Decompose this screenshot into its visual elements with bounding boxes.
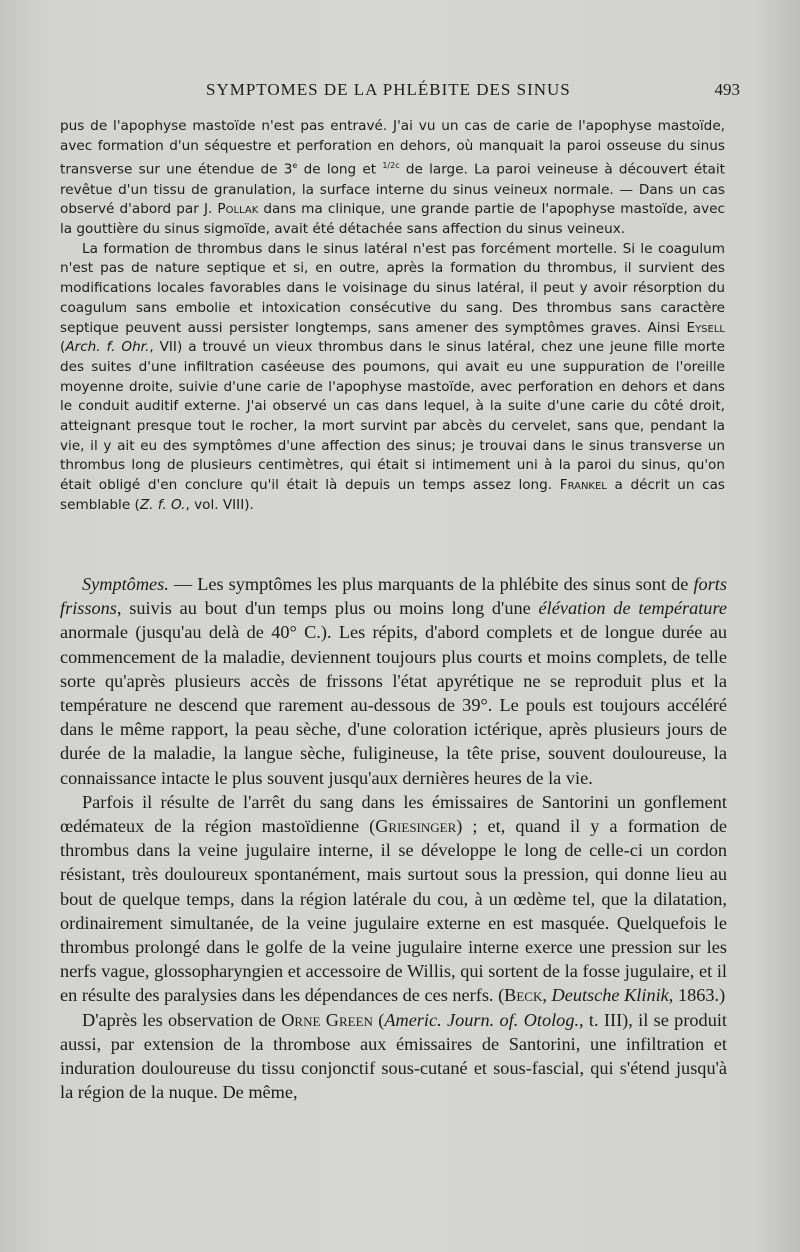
running-title: SYMPTOMES DE LA PHLÉBITE DES SINUS	[206, 80, 571, 99]
orne-green-paragraph: D'après les observation de Orne Green (Americ. Journ. of. Otolog., t. III), il se produit aussi, par extension de la thrombose aux émissaires de Santorini, une infiltration et induration douloureuse du tissu conjonctif sous-cutané et sous-fascial, qui s'étend jusqu'à la région de la nuque. De même,	[60, 1009, 727, 1103]
author-name: Griesinger	[375, 816, 457, 837]
small-paragraph-2: La formation de thrombus dans le sinus latéral n'est pas forcément mortelle. Si le coagulum n'est pas de nature septique et si, en outre, après la formation du thrombus, il survient des modifications locales favorables dans le voisinage du sinus latéral, il peut y avoir résorption du coagulum sans embolie et intoxication consécutive du sang. Des thrombus sans caractère septique peuvent aussi persister longtemps, sans amener des symptômes graves. Ainsi Eysell (Arch. f. Ohr., VII) a trouvé un vieux thrombus dans le sinus latéral, chez une jeune fille morte des suites d'une infiltration caséeuse des poumons, qui avait eu une suppuration de l'oreille moyenne droite, suivie d'une carie de l'apophyse mastoïde, avec perforation en dehors et dans le conduit auditif externe. J'ai observé un cas dans lequel, à la suite d'une carie du côté droit, atteignant presque tout le rocher, la mort survint par abcès du cervelet, sans que, pendant la vie, il y ait eu des symptômes d'une affection des sinus; je trouvai dans le sinus transverse un thrombus long de plusieurs centimètres, qui était si intimement uni à la paroi du sinus, qu'on était obligé d'en conclure qu'il était là depuis un temps assez long. Frankel a décrit un cas semblable (Z. f. O., vol. VIII).	[60, 240, 725, 513]
journal-citation: Deutsche Klinik	[551, 985, 669, 1006]
journal-citation: Z. f. O.	[139, 496, 186, 513]
author-name: Eysell	[686, 319, 725, 336]
small-paragraph-1: pus de l'apophyse mastoïde n'est pas entravé. J'ai vu un cas de carie de l'apophyse mastoïde, avec formation d'un séquestre et perforation en dehors, où manquait la paroi osseuse du sinus transverse sur une étendue de 3e de long et $^{1/2c}$ de large. La paroi veineuse à découvert était revêtue d'un tissu de granulation, la surface interne du sinus veineux normale. — Dans un cas observé d'abord par J. Pollak dans ma clinique, une grande partie de l'apophyse mastoïde, avec la gouttière du sinus sigmoïde, avait été détachée sans affection du sinus veineux.	[60, 118, 725, 238]
santorini-paragraph: Parfois il résulte de l'arrêt du sang dans les émissaires de Santorini un gonflement œdémateux de la région mastoïdienne (Griesinger) ; et, quand il y a formation de thrombus dans la veine jugulaire interne, il se développe le long de celle-ci un cordon résistant, très douloureux spontanément, mais surtout sous la pression, qui donne lieu au bout de quelque temps, dans la région latérale du cou, à un œdème tel, que la dilatation, ordinairement simultanée, de la veine jugulaire externe en est masquée. Quelquefois le thrombus prolongé dans le golfe de la veine jugulaire interne exerce une pression sur les nerfs vague, glossopharyngien et accessoire de Willis, qui sortent de la fosse jugulaire, et il en résulte des paralysies dans les dépendances de ces nerfs. (Beck, Deutsche Klinik, 1863.)	[60, 791, 727, 1006]
journal-citation: Arch. f. Ohr.	[65, 339, 150, 356]
author-name: Pollak	[217, 201, 259, 218]
section-heading: Symptômes.	[82, 574, 169, 594]
author-name: Frankel	[559, 477, 607, 494]
small-print-section	[60, 117, 725, 516]
journal-citation: Americ. Journ. of. Otolog.	[384, 1009, 580, 1030]
symptoms-paragraph: Symptômes. — Les symptômes les plus marquants de la phlébite des sinus sont de forts frissons, suivis au bout d'un temps plus ou moins long d'une élévation de température anormale (jusqu'au delà de 40° C.). Les répits, d'abord complets et de longue durée au commencement de la maladie, deviennent toujours plus courts et moins complets, de telle sorte qu'après plusieurs accès de frissons l'état apyrétique ne se reproduit plus et la température ne descend que rarement au-dessous de 39°. Le pouls est toujours accéléré dans le même rapport, la peau sèche, d'une coloration ictérique, après plusieurs jours de durée de la maladie, la langue sèche, fuligineuse, la tête prise, souvent douloureuse, la connaissance intacte le plus souvent jusqu'aux dernières heures de la vie.	[60, 574, 727, 788]
author-name: Beck	[504, 985, 543, 1006]
main-text-section	[60, 572, 727, 1104]
author-name: Orne Green	[281, 1009, 373, 1030]
page-number: 493	[714, 80, 740, 99]
page-header	[60, 80, 740, 106]
